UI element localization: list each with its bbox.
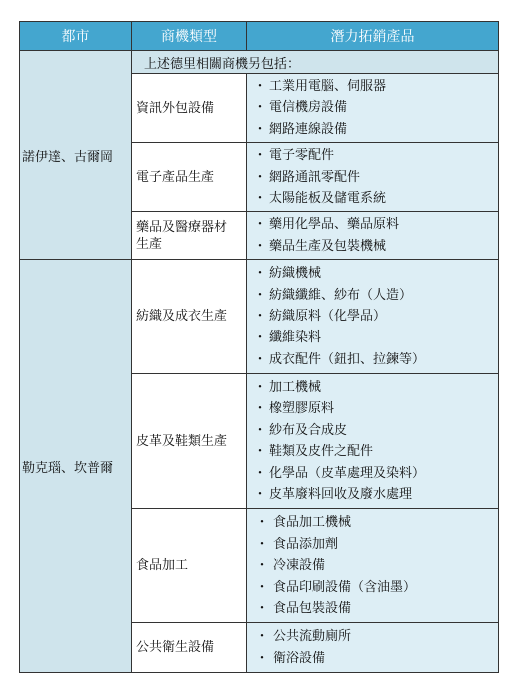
bullet-icon: ・ bbox=[253, 380, 267, 396]
bullet-icon: ・ bbox=[255, 629, 269, 645]
bullet-icon: ・ bbox=[253, 401, 267, 417]
city-cell: 諾伊達、古爾岡 bbox=[20, 51, 132, 260]
list-item: ・ 化學品（皮革處理及染料） bbox=[251, 463, 498, 484]
list-item: ・ 電信機房設備 bbox=[251, 97, 498, 118]
bullet-icon: ・ bbox=[253, 217, 267, 233]
products-cell bbox=[247, 143, 499, 212]
bullet-icon: ・ bbox=[253, 79, 267, 94]
products-cell bbox=[247, 374, 499, 509]
table-row bbox=[20, 260, 499, 374]
header-row bbox=[20, 22, 499, 51]
list-item: ・ 公共流動廁所 bbox=[251, 626, 498, 647]
bullet-icon: ・ bbox=[253, 308, 267, 324]
products-cell bbox=[247, 623, 499, 673]
bullet-icon: ・ bbox=[253, 238, 267, 254]
bullet-icon: ・ bbox=[255, 579, 269, 595]
products-cell bbox=[247, 212, 499, 260]
list-item: ・ 太陽能板及儲電系統 bbox=[251, 188, 498, 209]
bullet-icon: ・ bbox=[255, 515, 269, 531]
type-cell: 皮革及鞋類生產 bbox=[132, 374, 247, 509]
type-cell: 紡織及成衣生產 bbox=[132, 260, 247, 374]
list-item: ・ 紡織機械 bbox=[251, 263, 498, 284]
type-cell: 資訊外包設備 bbox=[132, 74, 247, 143]
list-item: ・ 網路連線設備 bbox=[251, 119, 498, 140]
bullet-icon: ・ bbox=[255, 558, 269, 574]
products-cell bbox=[247, 260, 499, 374]
list-item: ・ 紡織原料（化學品） bbox=[251, 306, 498, 327]
list-item: ・ 橡塑膠原料 bbox=[251, 398, 498, 419]
bullet-icon: ・ bbox=[253, 148, 267, 164]
bullet-icon: ・ bbox=[253, 444, 267, 460]
list-item: ・ 網路通訊零配件 bbox=[251, 167, 498, 188]
note-cell: 上述德里相關商機另包括： bbox=[132, 51, 499, 74]
type-cell: 藥品及醫療器材生產 bbox=[132, 212, 247, 260]
products-cell bbox=[247, 74, 499, 143]
bullet-icon: ・ bbox=[255, 536, 269, 552]
bullet-icon: ・ bbox=[253, 169, 267, 185]
list-item: ・ 食品加工機械 bbox=[251, 512, 498, 533]
list-item: ・ 藥用化學品、藥品原料 bbox=[251, 214, 498, 235]
bullet-icon: ・ bbox=[253, 190, 267, 206]
list-item: ・ 冷凍設備 bbox=[251, 555, 498, 576]
bullet-icon: ・ bbox=[253, 422, 267, 438]
products-cell bbox=[247, 509, 499, 623]
bullet-icon: ・ bbox=[253, 330, 267, 346]
list-item: ・ 食品包裝設備 bbox=[251, 598, 498, 619]
bullet-icon: ・ bbox=[255, 650, 269, 666]
list-item: ・ 食品添加劑 bbox=[251, 534, 498, 555]
list-item: ・ 加工機械 bbox=[251, 377, 498, 398]
list-item: ・ 食品印刷設備（含油墨） bbox=[251, 577, 498, 598]
list-item: ・ 紡織纖維、紗布（人造） bbox=[251, 285, 498, 306]
list-item: ・ 電子零配件 bbox=[251, 145, 498, 166]
bullet-icon: ・ bbox=[253, 121, 267, 137]
type-cell: 電子產品生產 bbox=[132, 143, 247, 212]
list-item: ・ 鞋類及皮件之配件 bbox=[251, 441, 498, 462]
list-item: ・ 衛浴設備 bbox=[251, 648, 498, 669]
bullet-icon: ・ bbox=[253, 465, 267, 481]
bullet-icon: ・ bbox=[255, 600, 269, 616]
table-row bbox=[20, 51, 499, 74]
list-item: ・ 工業用電腦、伺服器 bbox=[251, 76, 498, 97]
bullet-icon: ・ bbox=[253, 266, 267, 282]
bullet-icon: ・ bbox=[253, 287, 267, 303]
list-item: ・ 皮革廢料回收及廢水處理 bbox=[251, 484, 498, 505]
list-item: ・ 成衣配件（鈕扣、拉鍊等） bbox=[251, 349, 498, 370]
bullet-icon: ・ bbox=[253, 487, 267, 503]
list-item: ・ 纖維染料 bbox=[251, 327, 498, 348]
type-cell: 公共衛生設備 bbox=[132, 623, 247, 673]
header-type: 商機類型 bbox=[132, 22, 247, 51]
header-city: 都市 bbox=[20, 22, 132, 51]
type-cell: 食品加工 bbox=[132, 509, 247, 623]
header-products: 潛力拓銷產品 bbox=[247, 22, 499, 51]
bullet-icon: ・ bbox=[253, 100, 267, 116]
opportunity-table bbox=[19, 21, 499, 673]
list-item: ・ 藥品生產及包裝機械 bbox=[251, 236, 498, 257]
list-item: ・ 紗布及合成皮 bbox=[251, 420, 498, 441]
city-cell: 勒克瑙、坎普爾 bbox=[20, 260, 132, 673]
bullet-icon: ・ bbox=[253, 351, 267, 367]
